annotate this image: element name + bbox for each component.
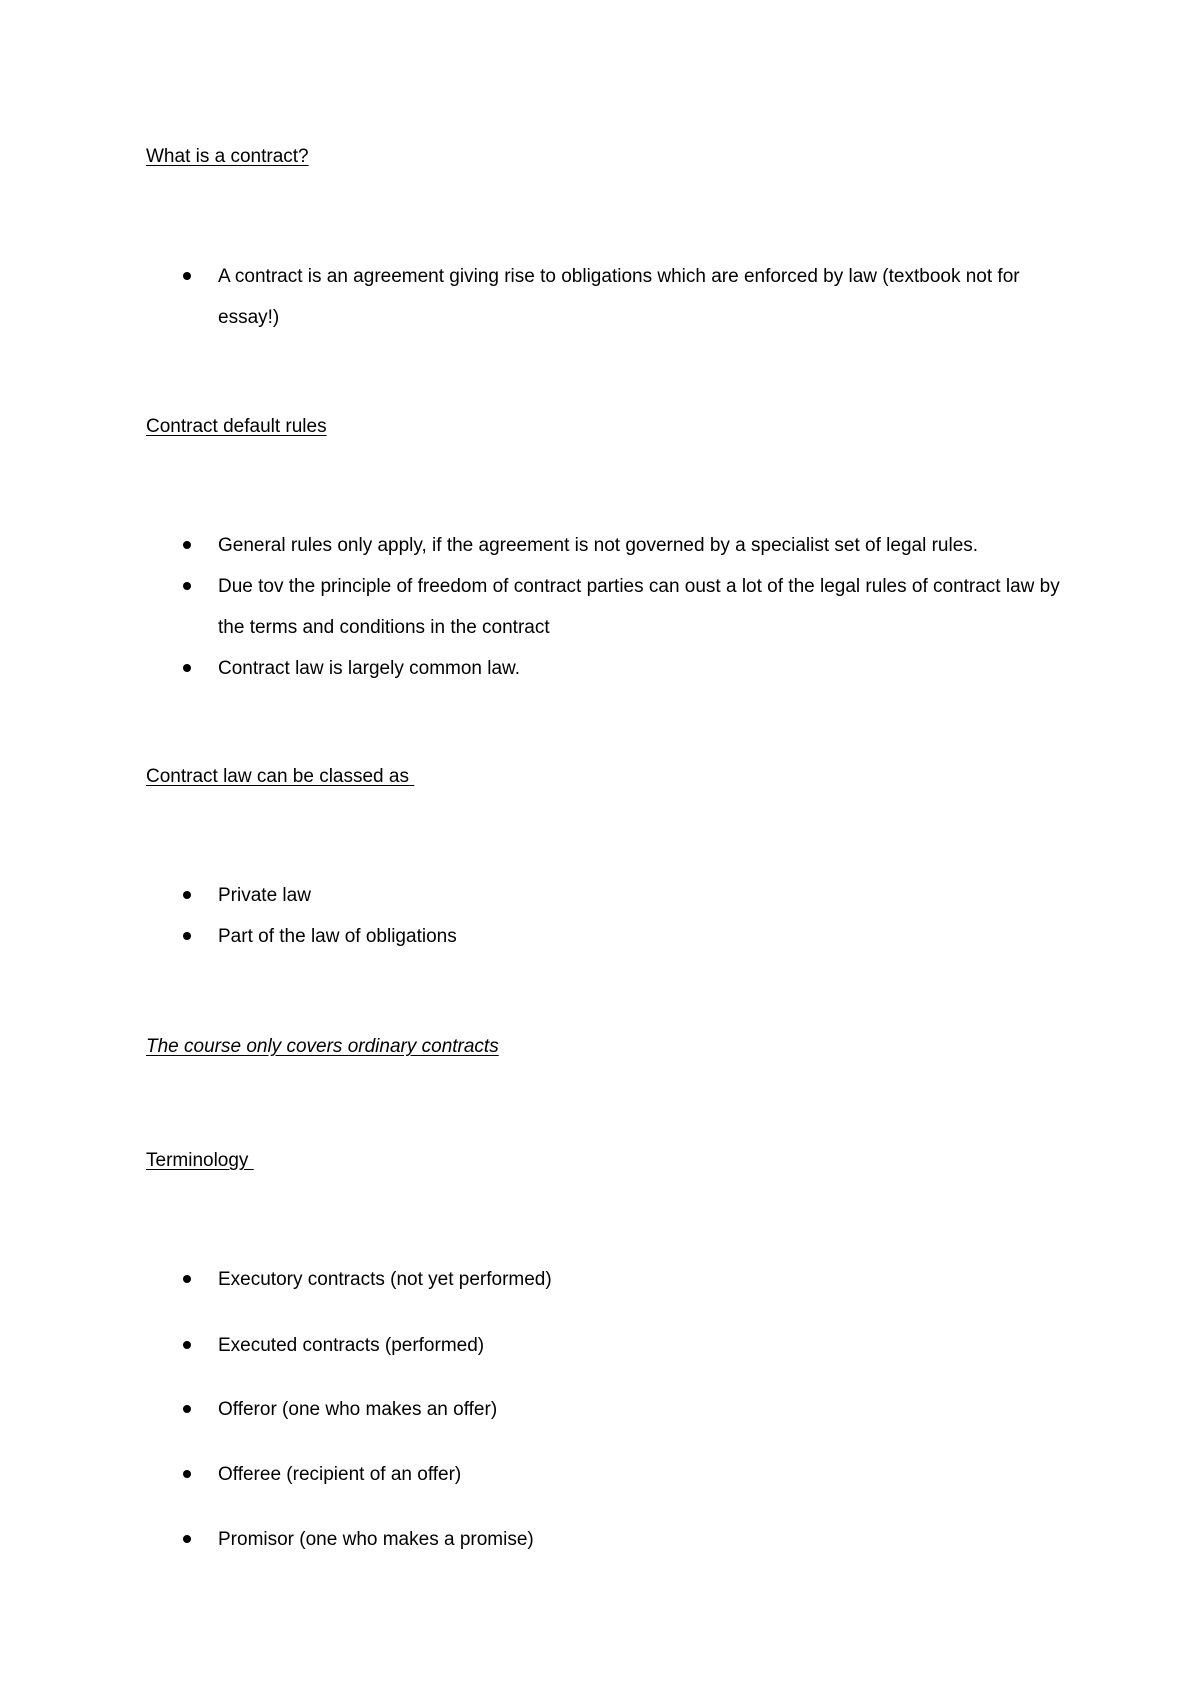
heading-terminology: Terminology bbox=[146, 1150, 254, 1171]
heading-contract-default-rules: Contract default rules bbox=[146, 416, 327, 437]
list-item: Contract law is largely common law. bbox=[218, 658, 520, 679]
list-item: Offeree (recipient of an offer) bbox=[218, 1464, 462, 1485]
list-item: Due tov the principle of freedom of contract parties can oust a lot of the legal rules of contract law by the terms and conditions in the contract bbox=[218, 576, 1060, 638]
list-item: Private law bbox=[218, 885, 311, 906]
list-item: Promisor (one who makes a promise) bbox=[218, 1529, 534, 1550]
bullet-icon bbox=[183, 582, 191, 590]
bullet-icon bbox=[183, 272, 191, 280]
heading-what-is-a-contract: What is a contract? bbox=[146, 146, 309, 167]
heading-contract-law-classed-as: Contract law can be classed as bbox=[146, 766, 415, 787]
bullet-icon bbox=[183, 1470, 191, 1478]
bullet-icon bbox=[183, 1535, 191, 1543]
list-item: Executory contracts (not yet performed) bbox=[218, 1269, 552, 1290]
bullet-icon bbox=[183, 1341, 191, 1349]
bullet-icon bbox=[183, 891, 191, 899]
bullet-icon bbox=[183, 664, 191, 672]
list-item: A contract is an agreement giving rise to obligations which are enforced by law (textbook not for essay!) bbox=[218, 266, 1020, 328]
list-item: Executed contracts (performed) bbox=[218, 1335, 485, 1356]
list-item: General rules only apply, if the agreement is not governed by a specialist set of legal rules. bbox=[218, 535, 979, 556]
bullet-icon bbox=[183, 541, 191, 549]
bullet-icon bbox=[183, 932, 191, 940]
bullet-icon bbox=[183, 1405, 191, 1413]
list-item: Part of the law of obligations bbox=[218, 926, 457, 947]
heading-course-ordinary-contracts: The course only covers ordinary contracts bbox=[146, 1036, 499, 1057]
list-item: Offeror (one who makes an offer) bbox=[218, 1399, 498, 1420]
bullet-icon bbox=[183, 1275, 191, 1283]
